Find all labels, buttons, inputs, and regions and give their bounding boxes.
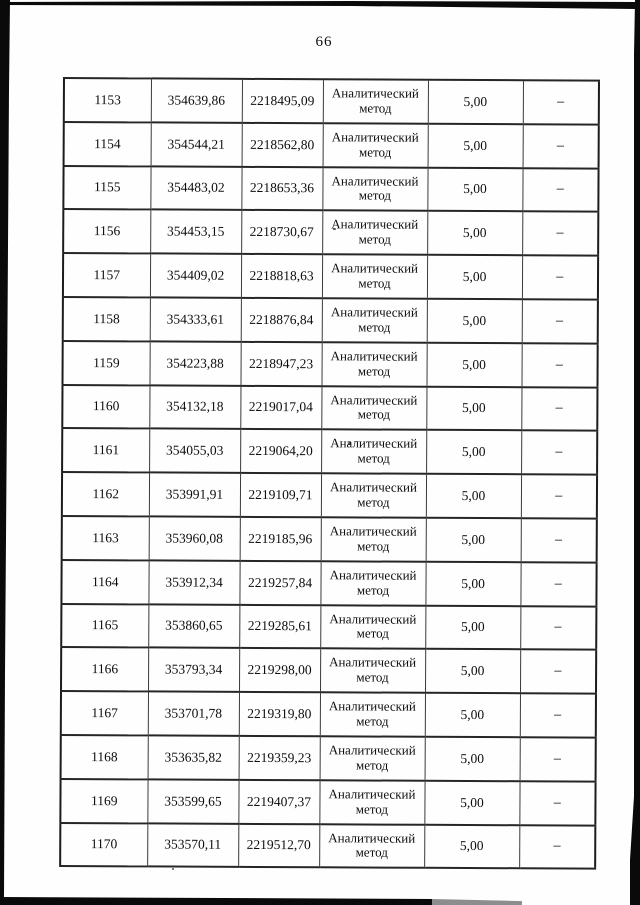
cell-note: – [522,168,598,212]
cell-coordinate-y: 2218730,67 [241,210,322,254]
cell-method: Аналитический метод [320,736,425,780]
cell-coordinate-x: 354483,02 [150,166,241,210]
cell-note: – [521,518,597,562]
cell-coordinate-x: 354055,03 [149,429,240,473]
table-row [61,604,596,650]
cell-coordinate-x: 354639,86 [151,78,242,122]
cell-coordinate-y: 2219285,61 [239,604,320,648]
cell-coordinate-x: 354409,02 [150,254,241,298]
cell-accuracy: 5,00 [428,124,523,168]
cell-coordinate-y: 2218653,36 [241,166,322,210]
cell-coordinate-y: 2219512,70 [238,823,319,867]
cell-accuracy: 5,00 [424,781,519,825]
cell-coordinate-y: 2219109,71 [240,473,321,517]
cell-method: Аналитический метод [323,79,428,123]
table-row [63,209,598,255]
cell-note: – [519,825,595,869]
scan-edge-bottom-fade [432,899,522,905]
scan-edge-bottom [0,894,432,905]
cell-coordinate-x: 354132,18 [149,385,240,429]
cell-coordinate-y: 2219298,00 [239,648,320,692]
cell-point-number: 1157 [63,253,150,297]
cell-point-number: 1169 [60,779,147,823]
cell-note: – [520,693,596,737]
table-row [62,516,597,562]
cell-point-number: 1167 [61,691,148,735]
cell-point-number: 1161 [62,428,149,472]
cell-note: – [522,212,598,256]
cell-method: Аналитический метод [321,342,426,386]
cell-point-number: 1163 [62,516,149,560]
cell-coordinate-x: 354333,61 [150,297,241,341]
cell-coordinate-y: 2219017,04 [240,385,321,429]
cell-coordinate-y: 2219064,20 [240,429,321,473]
table-row [63,253,598,299]
cell-coordinate-y: 2218562,80 [242,123,323,167]
cell-method: Аналитический метод [320,649,425,693]
cell-accuracy: 5,00 [426,343,521,387]
cell-method: Аналитический метод [323,123,428,167]
cell-accuracy: 5,00 [424,824,519,868]
cell-coordinate-y: 2218947,23 [240,342,321,386]
cell-coordinate-y: 2219359,23 [239,736,320,780]
cell-coordinate-x: 353701,78 [148,692,239,736]
table-row [63,297,598,343]
cell-note: – [521,387,597,431]
cell-coordinate-y: 2218818,63 [241,254,322,298]
cell-point-number: 1154 [64,122,151,166]
cell-note: – [521,343,597,387]
cell-note: – [520,606,596,650]
table-row [62,428,597,474]
cell-coordinate-x: 353912,34 [148,560,239,604]
cell-accuracy: 5,00 [427,211,522,255]
cell-method: Аналитический метод [320,605,425,649]
cell-point-number: 1155 [63,166,150,210]
cell-coordinate-x: 353635,82 [148,735,239,779]
cell-coordinate-y: 2218495,09 [242,79,323,123]
cell-note: – [521,474,597,518]
cell-note: – [521,431,597,475]
cell-point-number: 1166 [61,647,148,691]
cell-point-number: 1156 [63,209,150,253]
scan-edge-left [0,0,12,898]
cell-coordinate-x: 354223,88 [149,341,240,385]
cell-coordinate-x: 353960,08 [149,516,240,560]
cell-point-number: 1168 [61,735,148,779]
cell-method: Аналитический метод [322,254,427,298]
cell-method: Аналитический метод [319,780,424,824]
cell-accuracy: 5,00 [428,80,523,124]
cell-method: Аналитический метод [321,517,426,561]
cell-method: Аналитический метод [321,473,426,517]
cell-coordinate-y: 2218876,84 [241,298,322,342]
cell-point-number: 1159 [62,341,149,385]
cell-coordinate-y: 2219257,84 [239,561,320,605]
cell-note: – [523,124,599,168]
coordinates-table [59,77,600,870]
cell-method: Аналитический метод [319,824,424,868]
cell-accuracy: 5,00 [425,737,520,781]
cell-method: Аналитический метод [320,561,425,605]
cell-coordinate-x: 353793,34 [148,648,239,692]
cell-note: – [523,80,599,124]
table-row [64,78,599,124]
table-row [60,823,595,869]
table-row [62,385,597,431]
scan-speck [172,868,174,870]
table-body [60,78,599,869]
cell-coordinate-x: 354544,21 [151,122,242,166]
cell-method: Аналитический метод [322,211,427,255]
cell-point-number: 1153 [64,78,151,122]
table-row [62,472,597,518]
table-row [62,341,597,387]
cell-method: Аналитический метод [322,298,427,342]
cell-point-number: 1165 [61,604,148,648]
cell-coordinate-y: 2219407,37 [238,780,319,824]
cell-coordinate-y: 2219319,80 [239,692,320,736]
cell-point-number: 1160 [62,385,149,429]
cell-coordinate-x: 353991,91 [149,473,240,517]
cell-point-number: 1162 [62,472,149,516]
cell-accuracy: 5,00 [426,386,521,430]
cell-accuracy: 5,00 [425,562,520,606]
cell-coordinate-x: 353860,65 [148,604,239,648]
cell-accuracy: 5,00 [425,605,520,649]
table-row [61,647,596,693]
scan-edge-top [0,0,640,12]
table-row [64,122,599,168]
table-row [60,779,595,825]
cell-note: – [519,781,595,825]
cell-note: – [522,299,598,343]
cell-accuracy: 5,00 [426,474,521,518]
cell-accuracy: 5,00 [427,167,522,211]
table-row [61,560,596,606]
table-row [61,691,596,737]
cell-accuracy: 5,00 [425,693,520,737]
cell-coordinate-x: 354453,15 [150,210,241,254]
cell-accuracy: 5,00 [425,649,520,693]
cell-note: – [522,255,598,299]
cell-coordinate-y: 2219185,96 [240,517,321,561]
cell-accuracy: 5,00 [426,518,521,562]
cell-method: Аналитический метод [321,386,426,430]
cell-point-number: 1158 [63,297,150,341]
cell-method: Аналитический метод [320,692,425,736]
cell-coordinate-x: 353599,65 [147,779,238,823]
cell-point-number: 1170 [60,823,147,867]
cell-accuracy: 5,00 [426,430,521,474]
cell-method: Аналитический метод [321,430,426,474]
scan-edge-right [630,0,640,905]
page-number: 66 [315,34,333,50]
cell-accuracy: 5,00 [427,255,522,299]
table-row [63,166,598,212]
cell-point-number: 1164 [61,560,148,604]
cell-method: Аналитический метод [322,167,427,211]
table-row [61,735,596,781]
cell-note: – [520,737,596,781]
cell-note: – [520,650,596,694]
cell-coordinate-x: 353570,11 [147,823,238,867]
cell-accuracy: 5,00 [427,299,522,343]
cell-note: – [520,562,596,606]
